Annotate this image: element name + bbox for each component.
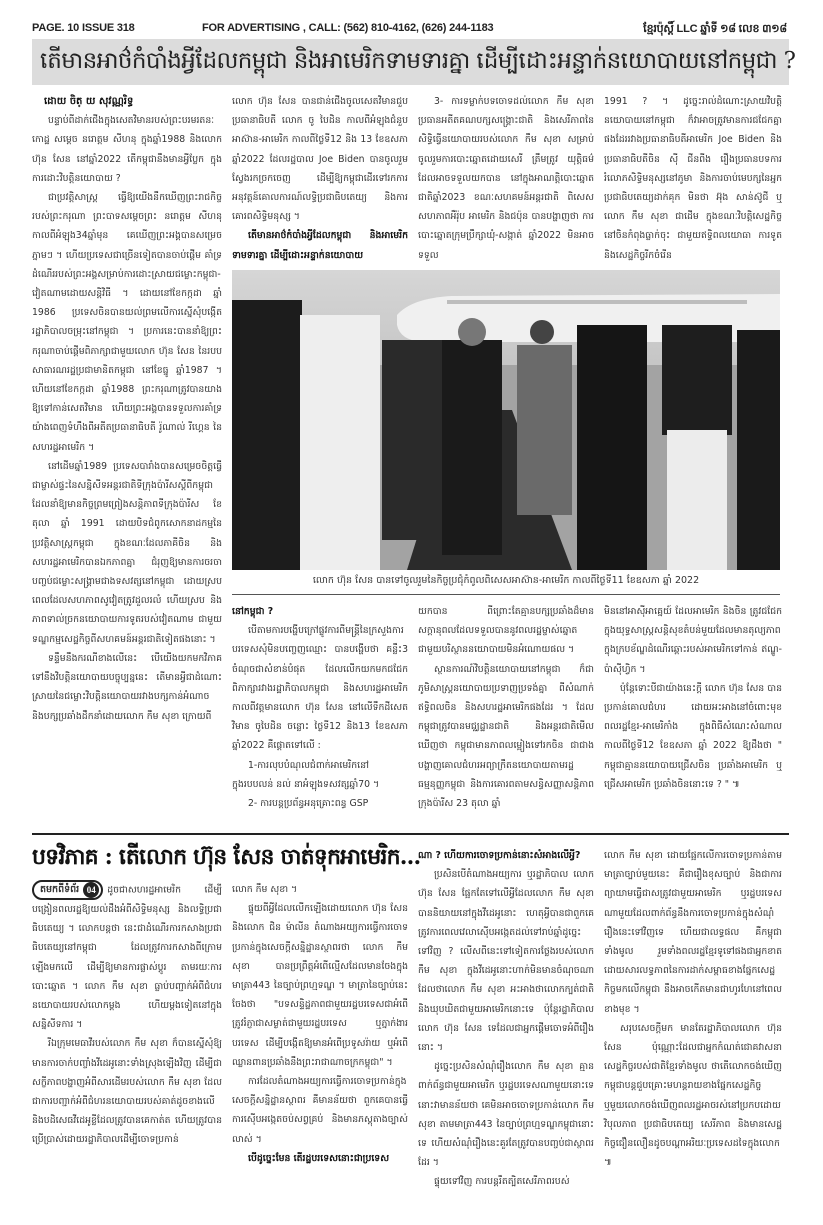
subheading: តើមានអាថ៌កំបាំងអ្វីដែលកម្ពុជា និងអាមេរិកទាមទារគ្នា ដើម្បីដោះអន្ទាក់នយោបាយ [232, 230, 408, 261]
guard-right [737, 330, 780, 570]
subheading-end: ណា ? ហើយការចោទប្រកាន់នោះសំអាងលើអ្វី? [418, 850, 581, 861]
article2-column-1 [32, 880, 222, 1150]
subheading: បើដូច្នេះមែន តើរដ្ឋបរទេសនោះជាប្រទេស [248, 1152, 390, 1164]
woman-in-dress [517, 345, 572, 515]
photo-illustration [232, 270, 780, 570]
paragraph: រីឯក្រុមមេធាវីរបស់លោក កឹម សុខា ក៏បានស្នើសុំឱ្យមានការចាក់បញ្ចាំងវីដេអូនោះទាំងស្រុងឡើងវិញ ដើម្បីជាសក្ខីភាពបង្ហាញអំពីសារដើមរបស់លោក កឹម សុខា ដែលជាការបញ្ជាក់អំពីជំហរនយោបាយរបស់គាត់ដូចខាងលើ និងបដិសេធវីដេអូខ្លីដែលត្រូវបានគេកាត់ត ហើយត្រូវបានប្រើប្រាស់ដោយរដ្ឋាភិបាលដើម្បីចោទប្រកាន់ [32, 1038, 222, 1146]
photo-caption: លោក ហ៊ុន សែន បានទៅចូលរួមនៃកិច្ចប្រជុំកំពូលពិសេសអាស៊ាន-អាមេរិក កាលពីថ្ងៃទី11 ខែឧសភា ឆ្នាំ 2022 [232, 574, 780, 595]
paragraph: បើតាមការបង្ហើបក្រៅផ្លូវការពីមន្ត្រីនៃក្រសួងការបរទេសសុំមិនបញ្ចេញឈ្មោះ បានបង្ហើបថា គន្លឹះ3 ចំណុចជាសំខាន់បំផុត ដែលលើកយកមកជជែកពិភាក្សារវាងរដ្ឋាភិបាលកម្ពុជា និងសហរដ្ឋអាមេរិក កាលពីវត្តមានលោក ហ៊ុន សែន នៅលើទឹកដីសេតវិមាន ចូបៃដិន ចន្លោះ ថ្ងៃទី12 និង13 ខែឧសភា ឆ្នាំ2022 គឺផ្ដោតទៅលើ : [232, 625, 408, 752]
paragraph: ផ្ទុយទៅវិញ ការបន្តរឹតត្បិតសេរីភាពរបស់ [434, 1176, 570, 1188]
paragraph: ផ្ទុយពីអ្វីដែលលើកឡើងដោយលោក ហ៊ុន សែន និងលោក ជិន ម៉ាលីន តំណាងអយ្យការធ្វើការចោទប្រកាន់ក្នុងសេចក្ដីសន្និដ្ឋានស្ថាពរថា លោក កឹម សុខា បានប្រព្រឹត្តអំពើល្មើសដែលមានចែងក្នុងមាត្រា443 នៃច្បាប់ព្រហ្មទណ្ឌ ។ មាត្រានៃច្បាប់នេះចែងថា "បទសន្ទិដ្ឋភាពជាមួយរដ្ឋបរទេសជាអំពើត្រូវរំភ្ញាជាសម្ងាត់ជាមួយរដ្ឋបរទេស ឬភ្នាក់ងារបរទេស ដើម្បីបង្កើតឱ្យមានអំពើប្រទូសរ៉ាយ ឬអំពើឈ្លានពានប្រឆាំងនឹងព្រះរាជាណាចក្រកម្ពុជា" ។ [232, 903, 408, 1068]
official [382, 340, 442, 540]
paragraph [32, 880, 222, 1034]
paragraph: ប៉ុន្តែទោះបីជាយ៉ាងនេះក្ដី លោក ហ៊ុន សែន បានប្រកាន់គោលជំហរ ដោយអះអាងនៅចំពោះមុខពលរដ្ឋខ្មែរ-អាមេរិកាំង ក្នុងពិធីសំណេះសំណាលកាលពីថ្ងៃទី12 ខែឧសភា ឆ្នាំ 2022 ឱ្យដឹងថា " កម្ពុជាគ្មាននយោបាយជ្រើសចិន ប្រឆាំងអាមេរិក ឬជ្រើសអាមេរិក ប្រឆាំងចិននោះទេ ? " ៕ [604, 682, 782, 790]
army-guard [577, 325, 647, 570]
section-divider [32, 833, 789, 835]
article1-column-4-bottom [604, 602, 782, 794]
subheading-end: នៅកម្ពុជា ? [232, 606, 274, 617]
paragraph: ទន្ទឹមនឹងករណីខាងលើនេះ បើយើងយកមកវិភាគទៅនឹងវិបត្តិនយោបាយបច្ចុប្បន្ននេះ តើមានអ្វីជាដំណោះស្រាយនៃជម្លោះវិបត្តិនយោបាយរវាងបក្សកាន់អំណាច និងបក្សប្រឆាំងដឹកនាំដោយលោក កឹម សុខា ក្រោយពី [32, 652, 222, 722]
byline: ដោយ ចិត្ យ សុវណ្ណរិទ្ធ [44, 96, 134, 107]
paragraph-text: ដូចជាសហរដ្ឋអាមេរិក ដើម្បីបង្រៀនពលរដ្ឋឱ្យយល់ដឹងអំពីសិទ្ធិមនុស្ស និងលទ្ធិប្រជាធិបតេយ្យ ។ លោកបន្តថា នេះជាដំណើរការកសាងប្រជាធិបតេយ្យនៅកម្ពុជា ដែលត្រូវការកសាងពីក្រោមឡើងមកលើ ដើម្បីឱ្យមានការផ្លាស់ប្ដូរ តាមរយៈការបោះឆ្នោត ។ លោក កឹម សុខា ធ្លាប់បញ្ជាក់អំពីជំហរនយោបាយរបស់លោកម្ដង ហើយម្ដងទៀតនៅក្នុងសន្និសីទការ ។ [32, 884, 222, 1031]
paragraph: នៅដើមឆ្នាំ1989 ប្រទេសបារាំងបានសម្រេចចិត្តធ្វើជាម្ចាស់ផ្ទះនៃសន្និសីទអន្តរជាតិទីក្រុងប៉ារីសស្ដីពីកម្ពុជា ដែលនាំឱ្យមានកិច្ចព្រមព្រៀងសន្តិភាពទីក្រុងប៉ារីស ខែតុលា ឆ្នាំ 1991 ដោយបិទជំពូកសោកនាដកម្មនៃប្រវត្តិសាស្ត្រកម្ពុជា ក្នុងខណៈដែលភាគីចិន និងសហរដ្ឋអាមេរិកបានឯកភាពគ្នា ជំរុញឱ្យមានការចរចាបញ្ចប់ជម្លោះសង្គ្រាមជាងទសវត្សនៅកម្ពុជា ដោយស្របពេលដែលសហភាពសូវៀតត្រូវដួលរលំ ហើយស្រប និងភាពទាល់ច្រកនយោបាយការទូតរបស់វៀតណាម ជាមួយទណ្ឌកម្មសេដ្ឋកិច្ចពីសហគមន៍អន្តរជាតិទៀតផងនោះ ។ [32, 460, 222, 645]
list-item: 1-ការលុបបំណុលជំពាក់អាមេរិកនៅក្នុងរបបលន់ នល់ នាអំឡុងទសវត្សឆ្នាំ70 ។ [232, 759, 380, 790]
headline-banner [32, 39, 796, 85]
article1-column-2-bottom [232, 602, 408, 813]
paragraph: ប្រសិនបើតំណាងអយ្យការ ឬរដ្ឋាភិបាល លោក ហ៊ុន សែន ផ្អែកតែទៅលើអ្វីដែលលោក កឹម សុខា បាននិយាយនៅក្នុងវីដេអូនោះ ហេតុអ្វីបានជាពួកគេត្រូវការពេលវេលាស៊ើបអង្កេតដល់ទៅរាប់ឆ្នាំដូច្នេះទៅវិញ ? លើសពីនេះទៅទៀតការថ្លែងរបស់លោក កឹម សុខា ក្នុងវីដេអូនោះហាក់មិនមានចំណុចណាដែលថាលោក កឹម សុខា អះអាងថាលោកក្បត់ជាតិ និងឃុបឃិតជាមួយអាមេរិកនោះទេ ប៉ុន្តែរដ្ឋាភិបាលលោក ហ៊ុន សែន ទេដែលជាអ្នកផ្ដើមចោទអំពីរឿង នោះ ។ [418, 869, 594, 1054]
news-photo [232, 270, 780, 570]
page-headline: តើមានអាថ៌កំបាំងអ្វីដែលកម្ពុជា និងអាមេរិកទាមទារគ្នា ដើម្បីដោះអន្ទាក់នយោបាយនៅកម្ពុជា ? [40, 48, 796, 74]
paragraph: សរុបសេចក្ដីមក មានតែរដ្ឋាភិបាលលោក ហ៊ុន សែន ប៉ុណ្ណោះដែលជាអ្នកកំណត់ជោគវាសនាសេដ្ឋកិច្ចរបស់ជាតិខ្មែរទាំងមូល ថាតើលោកចង់ឃើញកម្ពុជាបន្តជួបគ្រោះមហន្តរាយខាងផ្នែកសេដ្ឋកិច្ច ឬមួយលោកចង់ឃើញពលរដ្ឋអាចរស់នៅប្រកបដោយវិបុលភាព ប្រជាធិបតេយ្យ សេរីភាព និងមានសេដ្ឋកិច្ចជឿនលឿនដូចបណ្ដាអរិយៈប្រទេសដទៃក្នុងលោក ៕ [604, 1022, 782, 1169]
article1-column-1 [32, 92, 222, 726]
prime-minister [442, 340, 502, 555]
continued-label: តមកពីទំព័រ [40, 884, 80, 896]
continued-page-number: 04 [83, 882, 99, 898]
paragraph: លោក កឹម សុខា ដោយផ្អែកលើការចោទប្រកាន់តាមមាត្រាច្បាប់មួយនេះ គឺជារឿងខុសច្បាប់ និងជាការព្យាយាមធ្វើជាសត្រូវជាមួយអាមេរិក ឬរដ្ឋបរទេសណាមួយដែលពាក់ព័ន្ធនឹងការចោទប្រកាន់ក្នុងសំណុំរឿងនេះទៅវិញទេ ហើយជាលទ្ធផល គឺកម្ពុជាទាំងមូល រួមទាំងពលរដ្ឋខ្មែរទូទៅផងជាអ្នកខាត ដោយសារលទ្ធភាពនៃការដាក់សម្ពាធខាងផ្នែកសេដ្ឋកិច្ចមកលើកម្ពុជា នឹងអាចកើតមានជាហូរហែនៅពេលខាងមុខ ។ [604, 850, 782, 1015]
article1-column-3-bottom [418, 602, 594, 813]
paragraph: លោក កឹម សុខា ។ [232, 884, 298, 895]
page-issue-label: PAGE. 10 ISSUE 318 [32, 22, 135, 34]
article1-column-3-top [418, 92, 594, 267]
article2-column-4 [604, 846, 782, 1172]
paragraph: ស្ថានការណ៍វិបត្តិនយោបាយនៅកម្ពុជា ក៏ជាភូមិសាស្ត្រនយោបាយប្រទាញប្រទង់គ្នា ពីសំណាក់ឥទ្ធិពលចិន និងសហរដ្ឋអាមេរិកផងដែរ ។ ដែលកម្ពុជាត្រូវបានមជ្ឈដ្ឋានជាតិ និងអន្តរជាតិមើលឃើញថា កម្ពុជាមានភាពលម្អៀងទៅរកចិន ជាជាងបង្ហាញគោលជំហរអព្យាក្រឹតនយោបាយតាមរដ្ឋធម្មនុញ្ញកម្ពុជា និងការគោរពតាមសន្ធិសញ្ញាសន្តិភាពក្រុងប៉ារីស 23 តុលា ឆ្នាំ [418, 663, 594, 810]
paragraph: 1991 ? ។ ដូច្នេះរាល់ដំណោះស្រាយវិបត្តិនយោបាយនៅកម្ពុជា ក៏វាអាចត្រូវមានការជជែកគ្នាផងដែររវាងប្រធានាធិបតីអាមេរិក Joe Biden និងប្រធានាធិបតីចិន ស៊ី ជីនពីង រឿងប្រធានបទការរំលោភសិទ្ធិមនុស្សនៅភូមា និងការចាប់មេបក្សនៃអ្នកប្រជាធិបតេយ្យដាក់គុក មិនថា អ៊ុង សាន់ស៊ូជី ឬលោក កឹម សុខា ជាដើម ក្នុងខណៈវិបត្តិសេដ្ឋកិច្ចនៅចិនកំពុងធ្លាក់ចុះ ជាមួយឥទ្ធិពលយោធា ការទូត និងសេដ្ឋកិច្ចរីកចំរើន [604, 96, 782, 261]
paragraph: បន្ទាប់ពីដាក់ជើងក្នុងសេតវិមានរបស់ព្រះបរមរតនៈកោដ្ឋ សម្ដេច នរោត្ដម សីហនុ ក្នុងឆ្នាំ1988 និងលោក ហ៊ុន សែន នៅឆ្នាំ2022 តើកម្ពុជានឹងមានអ្វីប្លែក ក្នុងការដោះវិបត្តិនយោបាយ ? [32, 115, 222, 184]
sailor-guard [300, 315, 380, 570]
article2-column-2 [232, 880, 408, 1168]
marine-guard [662, 325, 732, 435]
article1-column-4-top [604, 92, 782, 267]
paragraph: ជាប្រវត្តិសាស្ត្រ ធ្វើឱ្យយើងនឹកឃើញព្រះរាជកិច្ចរបស់ព្រះករុណា ព្រះបាទសម្ដេចព្រះ នរោត្ដម សីហនុ កាលពីអំឡុង34ឆ្នាំមុន គេឃើញព្រះអង្គបានសម្រេចភ្នាមៗ ។ ហើយប្រទេសជាច្រើនទៀតបានចាប់ផ្ដើម គាំទ្រដំណើររបស់ព្រះអង្គសម្រាប់ការដោះស្រាយជម្លោះកម្ពុជា-វៀតណាមដោយសន្តិវិធី ។ ដោយនៅខែកក្កដា ឆ្នាំ 1986 ប្រទេសចិនបានយល់ព្រមលើការស្នើសុំបង្កើតរដ្ឋាភិបាលចម្រុះនៅកម្ពុជា ។ ប្រការនេះបាននាំឱ្យព្រះករុណាចាប់ផ្ដើមពិភាក្សាជាមួយលោក ហ៊ុន សែន នៃរបបសាធារណរដ្ឋប្រជាមានិតកម្ពុជា នៅខែធ្នូ ឆ្នាំ1987 ។ ហើយនៅខែកក្កដា ឆ្នាំ1988 ព្រះករុណាត្រូវបានយាងឱ្យទៅកាន់សេតវិមាន ហើយព្រះអង្គបានទទួលការគាំទ្រយ៉ាងពេញទំហឹងពីអតីតប្រធានាធិបតី រ៉ូណាល់ រីហ្គេន នៃសហរដ្ឋអាមេរិក ។ [32, 192, 222, 453]
article2-headline: បទវិភាគ : តើលោក ហ៊ុន សែន ចាត់ទុកអាមេរិក... [32, 844, 421, 870]
publication-name: ខ្មែរប៉ុស្ដិ៍ LLC ឆ្នាំទី ១៨ លេខ ៣១៨ [643, 23, 787, 35]
advertising-contact: FOR ADVERTISING , CALL: (562) 810-4162, (626) 244-1183 [202, 22, 494, 34]
continued-from-badge [32, 880, 103, 900]
paragraph: 3- ការទម្លាក់បទចោទដល់លោក កឹម សុខា ប្រធានអតីតគណបក្សសង្គ្រោះជាតិ និងសេរីភាពនៃសិទ្ធិធ្វើនយោបាយរបស់លោក កឹម សុខា សម្រាប់ចូលរួមការបោះឆ្នោតដោយសេរី ត្រឹមត្រូវ យុត្តិធម៌ ដែលអាចទទួលយកបាន នៅក្នុងអាណត្តិបោះឆ្នោតជាតិឆ្នាំ2023 ខណៈសហគមន៍អន្តរជាតិ ពិសេសសហភាពអឺរ៉ុប អាមេរិក និងជប៉ុន បានបង្ហាញថា ការបោះឆ្នោតក្រុមប្រឹក្សាឃុំ-សង្កាត់ ឆ្នាំ2022 មិនអាចទទួល [418, 96, 594, 261]
article2-column-3 [418, 846, 594, 1192]
paragraph: យកបាន ពីព្រោះតែគ្មានបក្សប្រឆាំងដ៏មានសក្តានុពលដែលទទួលបាននូវពលរដ្ឋម្ចាស់ឆ្នោតជាមួយបរិស្ថាននយោបាយមិនអំណោយផល ។ [418, 606, 594, 656]
paragraph: ដូច្នេះប្រសិនសំណុំរឿងលោក កឹម សុខា គ្មានពាក់ព័ន្ធជាមួយអាមេរិក ឬរដ្ឋបរទេសណាមួយនោះទេ នោះវាមានន័យថា គេមិនអាចចោទប្រកាន់លោក កឹម សុខា តាមមាត្រា443 នៃច្បាប់ព្រហ្មទណ្ឌកម្ពុជានោះទេ ហើយសំណុំរឿងនេះគួរតែត្រូវបានបញ្ចប់ជាស្ថាពរដែរ ។ [418, 1061, 594, 1169]
article1-column-2-top [232, 92, 408, 267]
masthead [32, 22, 787, 36]
paragraph: មិននៅអាស៊ីអាគ្នេយ៍ ដែលអាមេរិក និងចិន ត្រូវជជែក ក្នុងយុទ្ធសាស្ត្រសន្តិសុខតំបន់មួយដែលមានតុល្យភាព ក្នុងក្របខ័ណ្ឌដំណើរឆ្ពោះរបស់អាមេរិកទៅកាន់ ឥណ្ឌូ-ប៉ាស៊ីហ្វិក ។ [604, 606, 782, 675]
list-item: 2- ការបន្តប្រព័ន្ធអនុគ្រោះពន្ធ GSP [248, 798, 369, 810]
paragraph: លោក ហ៊ុន សែន បានជាន់ជើងចូលសេតវិមានជួបប្រធានាធិបតី លោក ចូ បៃដិន កាលពីអំឡុងជំនួបអាស៊ាន-អាមេរិក កាលពីថ្ងៃទី12 និង 13 ខែឧសភា ឆ្នាំ2022 ដែលរដ្ឋបាល Joe Biden បានចូលរួមស្វែងរកច្រកចេញ ដើម្បីឱ្យកម្ពុជាដើរទៅរកការអនុវត្តន៍គោលការណ៍លទ្ធិប្រជាធិបតេយ្យ និងការគោរពសិទ្ធិមនុស្ស ។ [232, 96, 408, 223]
paragraph: ការដែលតំណាងអយ្យការធ្វើការចោទប្រកាន់ក្នុងសេចក្ដីសន្និដ្ឋានស្ថាពរ គឺមានន័យថា ពួកគេបានធ្វើការស៊ើបអង្កេតចប់សព្វគ្រប់ និងមានភស្តុតាងច្បាស់លាស់ ។ [232, 1076, 408, 1145]
honor-guard [232, 300, 302, 570]
